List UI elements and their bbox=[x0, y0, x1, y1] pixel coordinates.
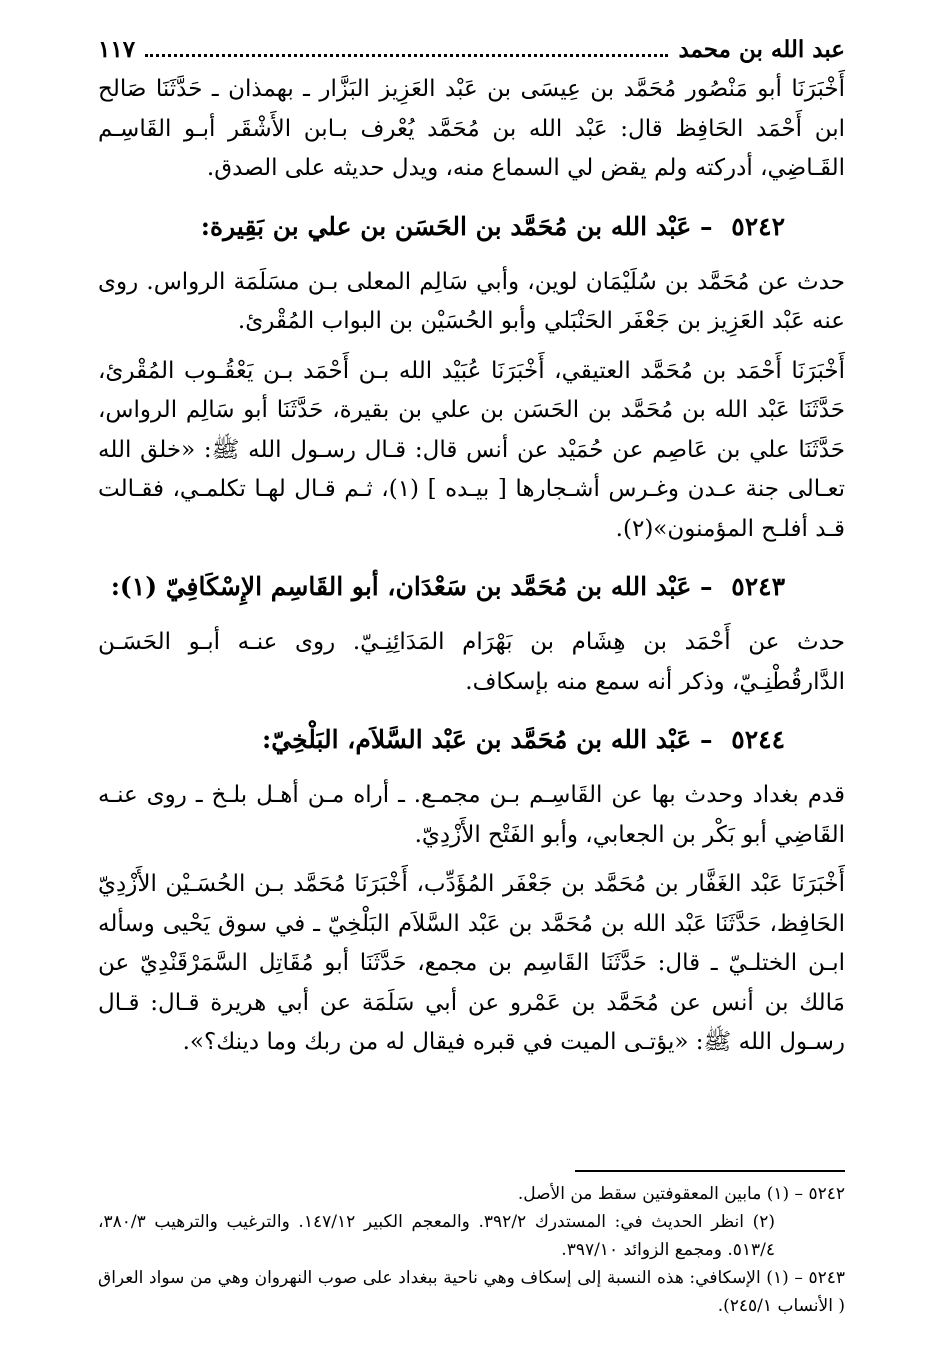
entry-title: – عَبْد الله بن مُحَمَّد بن الحَسَن بن علي بن بَقِيرة: bbox=[200, 211, 713, 241]
entry-number: ٥٢٤٢ bbox=[731, 211, 785, 241]
entry-title: – عَبْد الله بن مُحَمَّد بن سَعْدَان، أبو القَاسِم الإِسْكَافِيّ (١): bbox=[110, 572, 713, 601]
paragraph: أَخْبَرَنَا أَحْمَد بن مُحَمَّد العتيقي، أَخْبَرَنَا عُبَيْد الله بـن أَحْمَد بـن يَعْقُـوب المُقْرئ، حَدَّثَنَا عَبْد الله بن مُحَمَّد بن الحَسَن بن علي بن بقيرة، حَدَّثَنَا أبو سَالِم الرواس، حَدَّثَنَا علي بن عَاصِم عن حُمَيْد عن أنس قال: قـال رسـول الله ﷺ: «خلق الله تعـالى جنة عـدن وغـرس أشـجارها [ بيـده ] (١)، ثـم قـال لهـا تكلمـي، فقـالت قـد أفلـح المؤمنون»(٢). bbox=[98, 357, 845, 542]
entry-heading bbox=[98, 720, 785, 760]
paragraph: أَخْبَرَنَا أبو مَنْصُور مُحَمَّد بن عِيسَى بن عَبْد العَزِيز البَزَّار ـ بهمذان ـ حَدَّثَنَا صَالح ابن أَحْمَد الحَافِظ قال: عَبْد الله بن مُحَمَّد يُعْرف بـابن الأَشْقَر أبـو القَاسِـم القَـاضِي، أدركته ولم يقض لي السماع منه، ويدل حديثه على الصدق. bbox=[98, 76, 845, 181]
running-head-title: عبد الله بن محمد bbox=[678, 36, 845, 63]
entry-number: ٥٢٤٤ bbox=[731, 725, 785, 754]
footnote: ٥٢٤٣ – (١) الإسكافي: هذه النسبة إلى إسكاف وهي ناحية ببغداد على صوب النهروان وهي من سواد العراق ( الأنساب ٢٤٥/١). bbox=[98, 1268, 845, 1316]
footnote-text: (٢) انظر الحديث في: المستدرك ٣٩٢/٢. والمعجم الكبير ١٤٧/١٢. والترغيب والترهيب ٣٨٠/٣، ٥١٣/٤. ومجمع الزوائد ٣٩٧/١٠. bbox=[98, 1212, 775, 1260]
entry-heading bbox=[98, 567, 785, 607]
footnote bbox=[98, 1208, 845, 1264]
page-number: ١١٧ bbox=[98, 36, 136, 63]
running-head bbox=[98, 30, 845, 70]
footnotes bbox=[98, 1170, 845, 1320]
entry-heading bbox=[98, 207, 785, 247]
leader-dots bbox=[145, 32, 668, 57]
footnote-rule bbox=[575, 1170, 845, 1172]
paragraph: قدم بغداد وحدث بها عن القَاسِـم بـن مجمـع. ـ أراه مـن أهـل بلـخ ـ روى عنـه القَاضِي أبو بَكْر بن الجعابي، وأبو الفَتْح الأَزْدِيّ. bbox=[98, 782, 845, 848]
paragraph: حدث عن مُحَمَّد بن سُلَيْمَان لوين، وأبي سَالِم المعلى بـن مسَلَمَة الرواس. روى عنه عَبْد العَزِيز بن جَعْفَر الحَنْبَلي وأبو الحُسَيْن بن البواب المُقْرئ. bbox=[98, 268, 845, 334]
paragraph: حدث عن أَحْمَد بن هِشَام بن بَهْرَام المَدَائِنِـيّ. روى عنـه أبـو الحَسَـن الدَّارقُطْنِـيّ، وذكر أنه سمع منه بإسكاف. bbox=[98, 629, 845, 695]
paragraph: أَخْبَرَنَا عَبْد الغَفَّار بن مُحَمَّد بن جَعْفَر المُؤَدِّب، أَخْبَرَنَا مُحَمَّد بـن الحُسَـيْن الأَزْدِيّ الحَافِظ، حَدَّثَنَا عَبْد الله بن مُحَمَّد بن عَبْد السَّلاَم البَلْخِيّ ـ في سوق يَحْيى وسأله ابـن الختلـيّ ـ قال: حَدَّثَنَا القَاسِم بن مجمع، حَدَّثَنَا أبو مُقَاتِل السَّمَرْقَنْدِيّ عن مَالك بن أنس عن مُحَمَّد بن عَمْرو عن أبي سَلَمَة عن أبي هريرة قـال: قـال رسـول الله ﷺ: «يؤتـى الميت في قبره فيقال له من ربك وما دينك؟». bbox=[98, 871, 845, 1055]
footnote: ٥٢٤٢ – (١) مابين المعقوفتين سقط من الأصل. bbox=[517, 1184, 845, 1204]
entry-title: – عَبْد الله بن مُحَمَّد بن عَبْد السَّلاَم، البَلْخِيّ: bbox=[262, 725, 713, 754]
entry-number: ٥٢٤٣ bbox=[731, 572, 785, 601]
